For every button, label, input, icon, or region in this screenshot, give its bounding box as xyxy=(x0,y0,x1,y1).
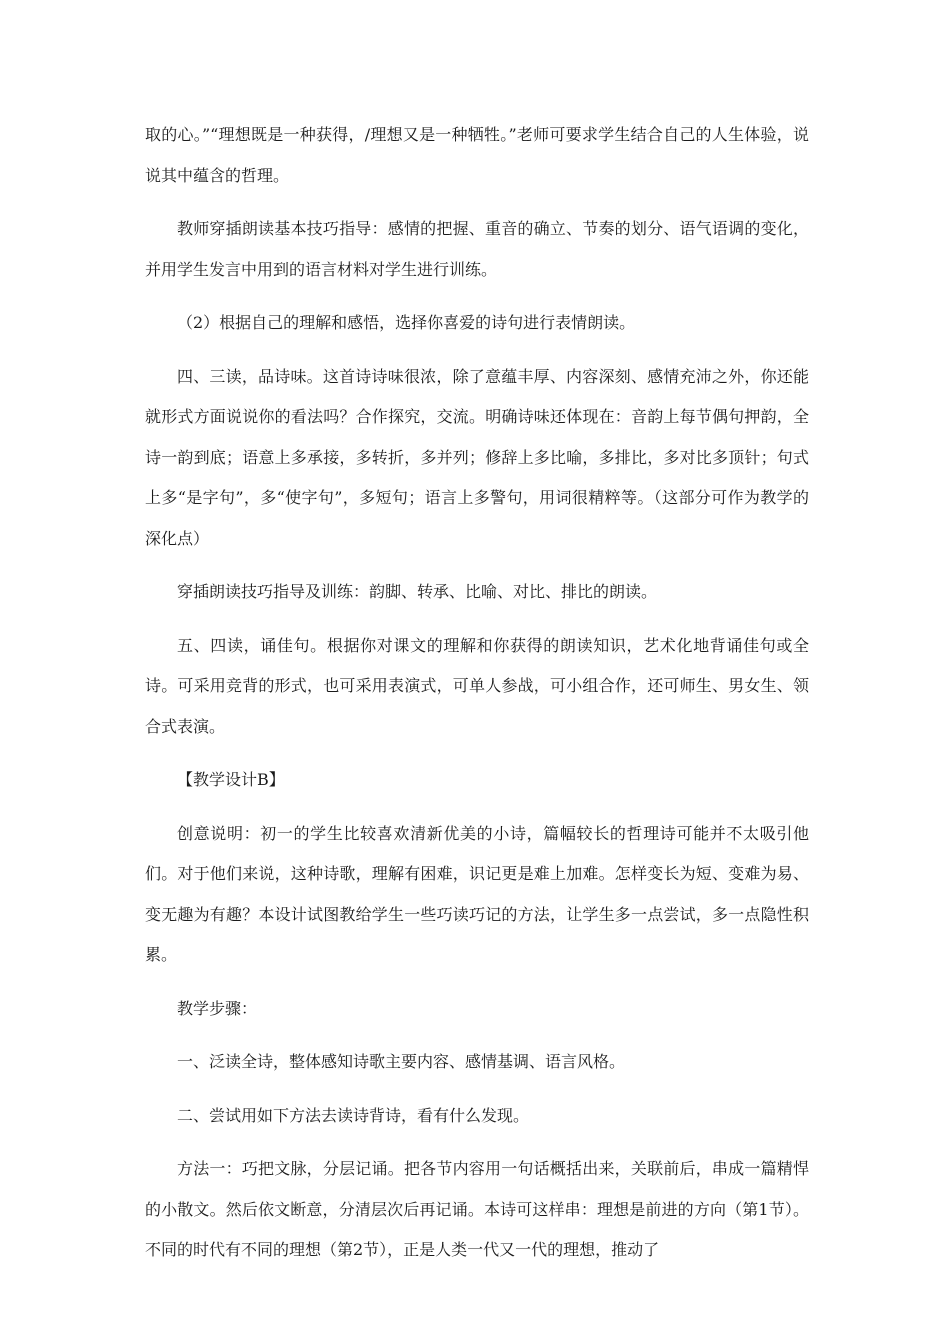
step-1: 一、泛读全诗，整体感知诗歌主要内容、感情基调、语言风格。 xyxy=(177,1052,626,1071)
steps-heading: 教学步骤： xyxy=(177,998,258,1018)
paragraph-3: （2）根据自己的理解和感悟，选择你喜爱的诗句进行表情朗读。 xyxy=(177,313,636,332)
paragraph-8: 创意说明：初一的学生比较喜欢清新优美的小诗，篇幅较长的哲理诗可能并不太吸引他们。对于他们来说，这种诗歌，理解有困难，识记更是难上加难。怎样变长为短、变难为易、变无趣为有趣？本设计试图教给学生一些巧读巧记的方法，让学生多一点尝试，多一点隐性积累。 xyxy=(145,823,809,964)
paragraph-2: 教师穿插朗读基本技巧指导：感情的把握、重音的确立、节奏的划分、语气语调的变化，并用学生发言中用到的语言材料对学生进行训练。 xyxy=(145,219,809,279)
paragraph-5: 穿插朗读技巧指导及训练：韵脚、转承、比喻、对比、排比的朗读。 xyxy=(177,582,658,601)
paragraph-4: 四、三读，品诗味。这首诗诗味很浓，除了意蕴丰厚、内容深刻、感情充沛之外，你还能就形式方面说说你的看法吗？合作探究，交流。明确诗味还体现在：音韵上每节偶句押韵，全诗一韵到底；语意上多承接，多转折，多并列；修辞上多比喻，多排比，多对比多顶针；句式上多“是字句”，多“使字句”，多短句；语言上多警句，用词很精粹等。（这部分可作为教学的深化点） xyxy=(145,366,809,548)
paragraph-6: 五、四读，诵佳句。根据你对课文的理解和你获得的朗读知识，艺术化地背诵佳句或全诗。可采用竞背的形式，也可采用表演式，可单人参战，可小组合作，还可师生、男女生、领合式表演。 xyxy=(145,635,809,736)
section-heading-design-b: 【教学设计B】 xyxy=(177,770,285,789)
paragraph-1: 取的心。”“理想既是一种获得，/理想又是一种牺牲。”老师可要求学生结合自己的人生体验，说说其中蕴含的哲理。 xyxy=(145,125,809,185)
method-1: 方法一：巧把文脉，分层记诵。把各节内容用一句话概括出来，关联前后，串成一篇精悍的小散文。然后依文断意，分清层次后再记诵。本诗可这样串：理想是前进的方向（第1节）。不同的时代有不同的理想（第2节），正是人类一代又一代的理想，推动了 xyxy=(145,1159,809,1259)
document-page xyxy=(145,115,809,1284)
step-2: 二、尝试用如下方法去读诗背诗，看有什么发现。 xyxy=(177,1105,530,1125)
